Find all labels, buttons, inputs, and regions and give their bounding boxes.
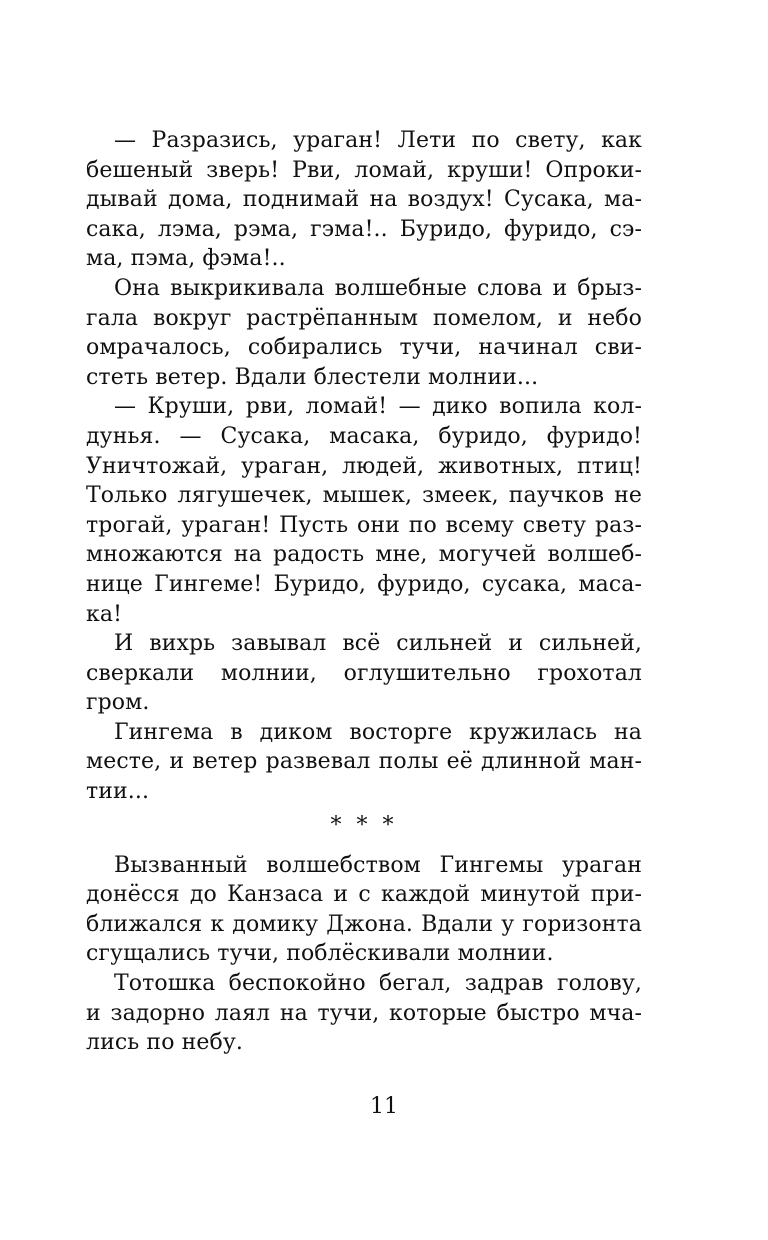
text-line: — Круши, рви, ломай! — дико вопила кол-	[114, 394, 642, 420]
paragraph-3	[86, 392, 642, 629]
text-line: лись по небу.	[86, 1030, 243, 1056]
text-line: месте, и ветер развевал полы её длинной ман-	[86, 749, 642, 775]
paragraph-1	[86, 126, 642, 274]
text-line: дывай дома, поднимай на воздух! Сусака, ма-	[86, 187, 642, 213]
text-line: бешеный зверь! Рви, ломай, круши! Опроки-	[86, 157, 642, 183]
paragraph-4	[86, 629, 642, 718]
page-number: 11	[370, 1094, 398, 1119]
text-line: ма, пэма, фэма!..	[86, 246, 286, 272]
text-line: донёсся до Канзаса и с каждой минутой при-	[86, 882, 642, 908]
paragraph-6	[86, 851, 642, 969]
text-line: стеть ветер. Вдали блестели молнии...	[86, 364, 539, 390]
text-line: Она выкрикивала волшебные слова и брыз-	[114, 275, 642, 301]
section-separator: * * *	[330, 812, 398, 838]
text-line: Только лягушечек, мышек, змеек, паучков не	[86, 483, 642, 509]
text-line: — Разразись, ураган! Лети по свету, как	[114, 128, 642, 153]
page-text	[86, 126, 642, 1058]
text-line: сгущались тучи, поблёскивали молнии.	[86, 941, 554, 967]
text-line: тии...	[86, 779, 150, 805]
text-line: гала вокруг растрёпанным помелом, и небо	[86, 305, 642, 331]
text-line: Гингема в диком восторге кружилась на	[114, 719, 642, 745]
text-line: трогай, ураган! Пусть они по всему свету раз-	[86, 512, 642, 538]
text-line: ближался к домику Джона. Вдали у горизонта	[86, 911, 642, 937]
paragraph-7	[86, 969, 642, 1058]
text-line: сака, лэма, рэма, гэма!.. Буридо, фуридо, сэ-	[86, 216, 642, 242]
text-line: омрачалось, собирались тучи, начинал сви-	[86, 335, 642, 361]
paragraph-2	[86, 274, 642, 392]
text-line: ка!	[86, 601, 123, 627]
text-line: нице Гингеме! Буридо, фуридо, сусака, маса-	[86, 571, 642, 597]
paragraph-5	[86, 718, 642, 807]
text-line: дунья. — Сусака, масака, буридо, фуридо!	[86, 423, 642, 449]
text-line: и задорно лаял на тучи, которые быстро мча-	[86, 1000, 642, 1026]
text-line: множаются на радость мне, могучей волшеб-	[86, 542, 642, 568]
text-line: И вихрь завывал всё сильней и сильней,	[114, 631, 642, 657]
text-line: Уничтожай, ураган, людей, животных, птиц!	[86, 453, 642, 479]
text-line: Вызванный волшебством Гингемы ураган	[114, 852, 642, 878]
text-line: гром.	[86, 690, 150, 716]
text-line: Тотошка беспокойно бегал, задрав голову,	[114, 971, 642, 997]
text-line: сверкали молнии, оглушительно грохотал	[86, 660, 642, 686]
